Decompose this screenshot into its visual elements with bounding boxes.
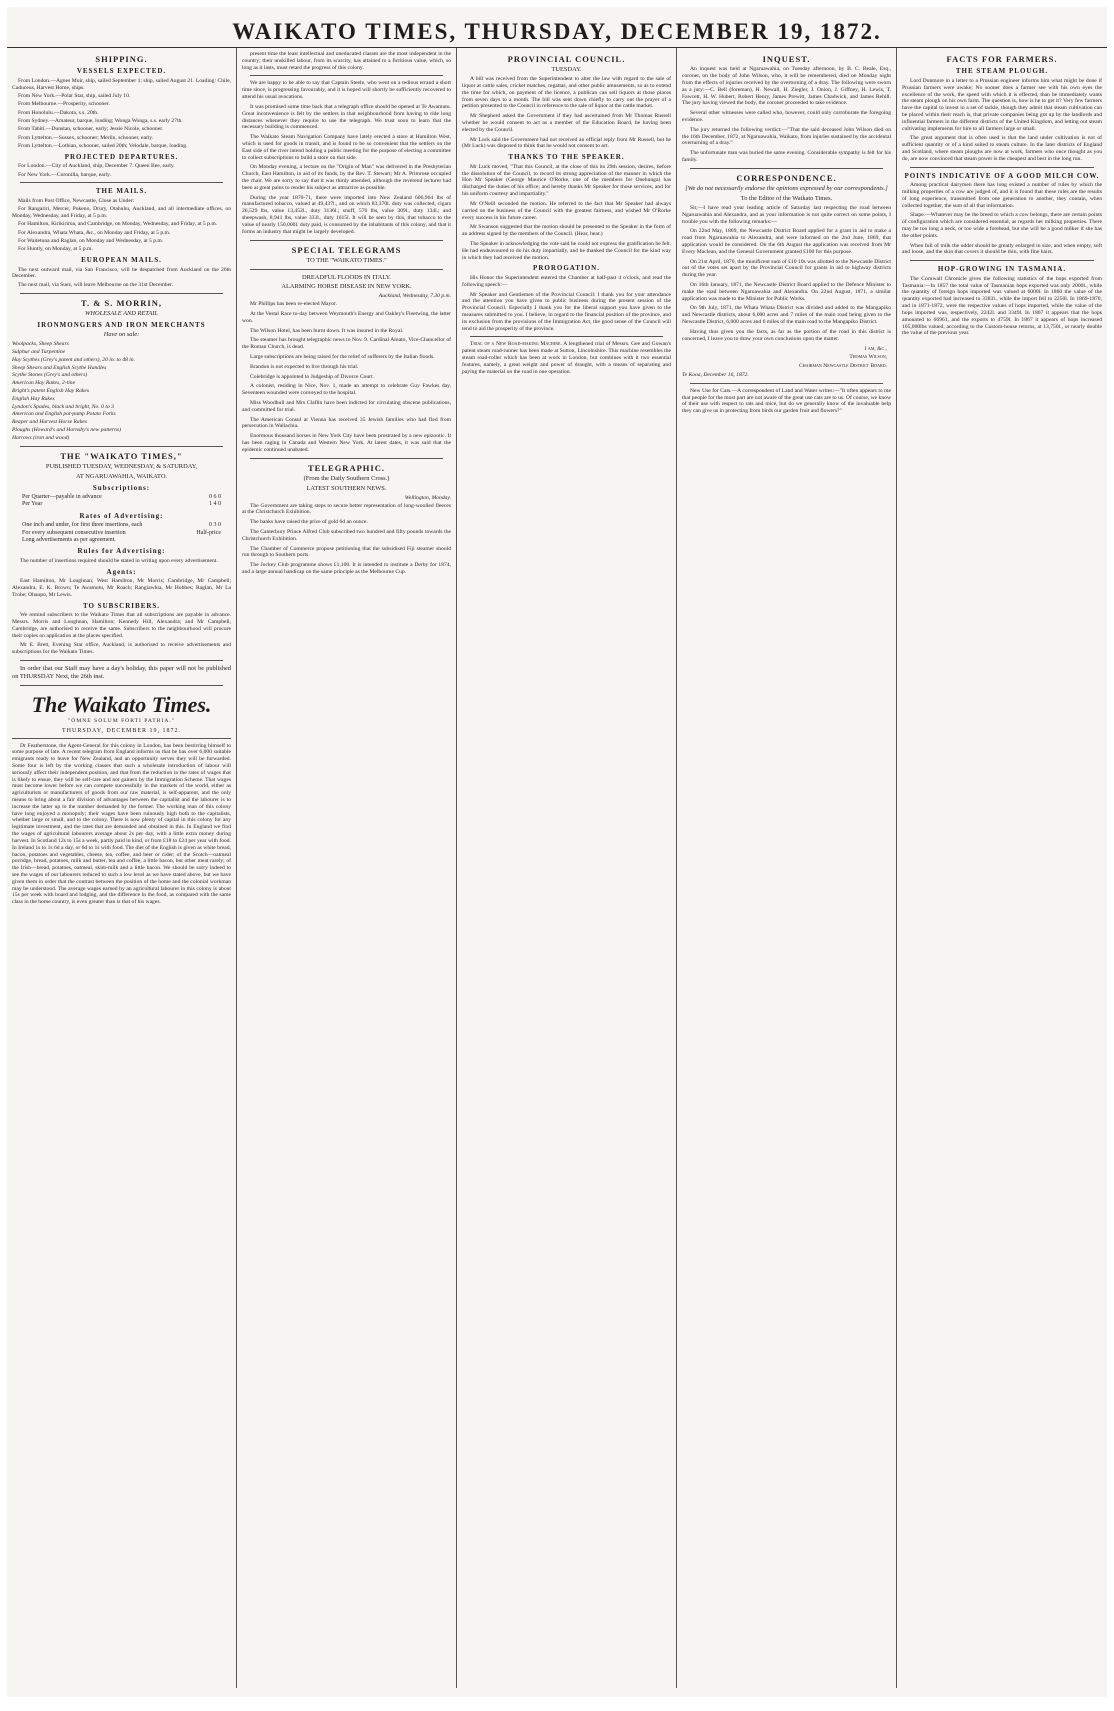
letter-paragraph: On 22nd May, 1869, the Newcastle District Board applied for a grant in aid to make a road from Ngaruawahia to Alexandra, and were informed on the 2nd June, 1869, that application would be considered. On the 6th August the application was received from Mr Every Maclean, and the General Government granted £100 for this purpose.	[682, 228, 891, 255]
vessel-item: From London.—Agnes Muir, ship, sailed September 1; ship, sailed August 21. Loading: Chile, Caduceus, Harvest Home, ships.	[12, 77, 231, 91]
price-label: Long advertisements as per agreement.	[22, 536, 116, 543]
telegraphic-item: The Jockey Club programme shows £1,100. It is intended to institute a Derby for 1874, and a large annual handicap on the same principle as the Melbourne Cup.	[242, 562, 451, 576]
morrin-lead: Have on sale:	[103, 331, 140, 339]
shipping-heading: SHIPPING.	[95, 54, 148, 64]
letter-paragraph: On 16th January, 1871, the Newcastle District Board applied to the Defence Minister to make the road between Ngaruawahia and Alexandra. On 22nd August, 1871, a similar application was made to the Minister for Public Works.	[682, 282, 891, 302]
paper-motto: "OMNE SOLUM FORTI PATRIA."	[67, 718, 176, 725]
divider	[250, 75, 443, 76]
telegraphic-item: The Canterbury Prince Alfred Club subscribed two hundred and fifty pounds towards the Christchurch Exhibition.	[242, 528, 451, 542]
steam-plough-heading: THE STEAM PLOUGH.	[955, 67, 1049, 76]
road-machine-heading: Trial of a New Road-making Machine.	[470, 341, 562, 348]
vessel-item: From Tahiti.—Dunstan, schooner, early; Jessie Nicole, schooner.	[18, 126, 164, 133]
divider	[20, 685, 223, 686]
morrin-item: Hay Scythes (Grey's patent and others), 20 in. to 48 in.	[12, 356, 135, 363]
column-5	[897, 48, 1107, 1688]
divider	[250, 269, 443, 270]
telegram-item: The steamer has brought telegraphic news to Nov. 9. Cardinal Amato, Vice-Chancellor of the Roman Church, is dead.	[242, 337, 451, 351]
divider	[20, 446, 223, 447]
council-day: TUESDAY.	[551, 66, 582, 74]
editorial-continuation: present time the least intellectual and uneducated classes are the most independent in the country; their unskilled labour, from its scarcity, has attained to a fictitious value, which, so long as it lasts, must retard the progress of this colony.	[242, 51, 451, 71]
departures-heading: PROJECTED DEPARTURES.	[64, 152, 179, 161]
editorial-dateline: THURSDAY, DECEMBER 19, 1872.	[12, 728, 231, 738]
letter-paragraph: Having thus given you the facts, as far as the portion of the road in this district is concerned, I leave you to draw your own conclusions upon the matter.	[682, 328, 891, 342]
divider	[20, 293, 223, 294]
special-telegrams-to: TO THE "WAIKATO TIMES."	[306, 256, 387, 264]
telegram-item: Colebridge is appointed to Judgeship of Divorce Court.	[250, 373, 374, 380]
facts-for-farmers-heading: FACTS FOR FARMERS.	[946, 54, 1058, 64]
morrin-heading: T. & S. MORRIN,	[81, 297, 162, 308]
price-row	[12, 530, 231, 537]
morrin-item: Scythe Stones (Grey's and others)	[12, 372, 88, 379]
masthead-title: WAIKATO TIMES, THURSDAY, DECEMBER 19, 1872.	[232, 19, 882, 44]
road-machine-paragraph	[462, 341, 671, 375]
mail-item: Mails from Post Office, Newcastle, Close as Under:	[18, 197, 135, 204]
telegraphic-item: The Government are taking steps to secure better representation of long-woolled fleeces at the Christchurch Exhibition.	[242, 502, 451, 516]
subscriptions-heading: Subscriptions:	[92, 483, 151, 492]
news-paragraph: It was promised some time back that a telegraph office should be opened at Te Awamutu. Great inconvenience is felt by the settlers in that neighbourhood from having to ride long distances whenever they require to use the telegraph. We trust soon to learn that the necessary building is commenced.	[242, 103, 451, 131]
telegram-item: Enormous thousand horses in New York City have been prostrated by a new epizootic. It has been raging in Canada and Western New York. At latest dates, it was said that the epidemic continued unabated.	[242, 433, 451, 453]
telegraphic-subhead: LATEST SOUTHERN NEWS.	[306, 484, 387, 492]
morrin-item: Reaper and Harvest Horse Rakes	[12, 419, 87, 426]
column-2	[237, 48, 457, 1688]
farm-paragraph: Lord Dunmore in a letter to a Prussian engineer informs him what might be done if Prussian farmers were awake; No sooner does a farmer see with his own eyes the excellence of the work, the speed with which it is effected, than he immediately wants the steam plough on his own farm. The question is, how is he to get it? Very few farmers have the capital to invest in a set of tackle, though they admit that steam cultivation can be placed within their reach is, that private companies being got up by the landlords and influential farmers in the different districts of the United Kingdom, and letting out steam cultivating implements for hire to all farmers large or small.	[902, 77, 1102, 132]
inquest-heading: INQUEST.	[762, 54, 811, 64]
agents-text: East Hamilton, Mr Loughnan; West Hamilton, Mr Morris; Cambridge, Mr Campbell; Alexandra, E. K. Brown; Te Awamutu, Mr Roach; Rangiawhia, Mr Hobbes; Raglan, Mr La Trobe; Ohaupo, Mr Lewis.	[12, 578, 231, 598]
agents-heading: Agents:	[106, 567, 137, 576]
morrin-item: Woolpacks, Sheep Shears	[12, 341, 69, 348]
mail-item: For Hamilton, Kirikiriroa, and Cambridge, on Monday, Wednesday, and Friday, at 5 p.m.	[18, 221, 218, 228]
morrin-item: American and English pot-pump Potato Forks	[12, 411, 116, 418]
times-terms	[12, 451, 231, 656]
provincial-council-heading: PROVINCIAL COUNCIL.	[507, 54, 626, 64]
rules-heading: Rules for Advertising:	[77, 547, 166, 556]
farm-paragraph: Shape.—Whatever may be the breed to which a cow belongs, there are certain points of configuration which are considered essential, as regards her milking properties. There may be too long a neck, or too wide a forehead, but she will be a good milker if she has the other points.	[902, 212, 1102, 239]
news-paragraph: During the year 1870-71, there were imported into New Zealand 606,964 lbs of manufactured tobacco, valued at 49,437l., and on which 83,370l. duty was collected; cigars 26,529 lbs, value 13,452l., duty 3136l.; snuff, 576 lbs, value 309l., duty 134l.; and sheepwash, 8,941 lbs, value 333l., duty 1615l. It will be seen by this, that tobacco to the value of nearly 150,000l. duty paid, is consumed by the inhabitants of this colony, and that it forms an industry that might be largely developed.	[242, 194, 451, 235]
morrin-item: Bright's patent English Hay Rakes	[12, 387, 90, 394]
mail-item: For Waitetuna and Raglan, on Monday and Wednesday, at 5 p.m.	[18, 237, 164, 244]
vessel-item: From Lyttelton.—Sussex, schooner; Merlin, schooner, early.	[18, 134, 154, 141]
subscribers-text: We remind subscribers to the Waikato Times that all subscriptions are payable in advance. Messrs. Morris and Loughnan, Hamilton; Kennedy Hill, Alexandra; and Mr Campbell, Cambridge, are authorised to receive the same. Subscribers to the neighbourhood will procure their copies on application at the places specified.	[12, 612, 231, 639]
vessel-item: From Sydney.—Amateur, barque, loading; Wonga Wonga, s.s. early 27th.	[18, 117, 183, 124]
telegram-item: The American Consul at Vienna has received 35 Jewish families who had fled from persecution in Wallachia.	[242, 416, 451, 430]
vessel-item: From Honolulu.—Dakota, s.s. 20th.	[18, 109, 99, 116]
news-paragraph: The Waikato Steam Navigation Company have lately erected a store at Hamilton West, which is used for goods in transit, and is found to be so convenient that the settlers on the East side of the river intend holding a public meeting for the purpose of electing a committee to collect subscriptions to build a store on that side.	[242, 134, 451, 161]
road-machine-text: A lengthened trial of Messrs. Gee and Gowan's patent steam road-runner has been made at Sutton, Lincolnshire. This machine resembles the steam road-roller which has been at work in London, but combines with it two essential features, namely, a great weight and power of draught, with a means of separating and paying the material on the road in one operation.	[462, 341, 672, 375]
price-label: Per Quarter—payable in advance	[22, 494, 102, 501]
letter-paragraph: On 21st April, 1870, the munificent sum of £10 10s was allotted to the Newcastle District out of the votes set apart by the Provincial Council for grants in aid to highway districts during the year.	[682, 258, 891, 279]
vessel-item: From Melbourne.—Prosperity, schooner.	[18, 101, 110, 108]
telegram-item: The Wilson Hotel, has been burnt down. It was insured in the Royal.	[250, 327, 404, 334]
correspondence-note: [We do not necessarily endorse the opinions expressed by our correspondents.]	[685, 185, 888, 193]
letter-signature: Chairman Newcastle District Board.	[798, 363, 887, 370]
morrin-item: Sheep Shears and English Scythe Handles	[12, 364, 107, 371]
vessels-list	[12, 78, 231, 150]
news-paragraph: We are happy to be able to say that Captain Steele, who went on a tedious errand a short time since, is progressing favourably, and it is hoped will shortly be sufficiently recovered to attend his usual avocations.	[242, 80, 451, 101]
morrin-item: Ploughs (Howard's and Hornsby's new patterns)	[12, 427, 121, 433]
times-heading: THE "WAIKATO TIMES,"	[60, 450, 183, 461]
divider	[250, 240, 443, 241]
paper-title: The Waikato Times.	[31, 691, 212, 717]
telegram-item: Large subscriptions are being raised for the relief of sufferers by the Italian floods.	[250, 353, 435, 360]
farm-paragraph: The great argument that is often used is that the land under cultivation is not of sufficient quantity or of a kind suited to steam culture. In the later districts of England and Scotland, where steam ploughs are now at work, farmers who once thought as you do, are now convinced that steam power is the cheapest and best in the long run.	[902, 135, 1102, 162]
letter-paragraph: Sir,—I have read your leading article of Saturday last respecting the road between Ngaruawahia and Alexandra, and as your information is not quite correct on some points, I trouble you with the following remarks:—	[682, 204, 891, 225]
morrin-advert	[12, 298, 231, 442]
telegram-subhead: DREADFUL FLOODS IN ITALY.	[301, 273, 392, 281]
mail-item: The next mail, via Suez, will leave Melbourne on the 31st December.	[18, 281, 174, 288]
telegram-item: Brandon is not expected to live through his trial.	[250, 363, 359, 370]
morrin-item: Sulphur and Turpentine	[12, 348, 66, 355]
letter-signature: Thomas Wilson,	[849, 354, 887, 361]
telegram-item: At the Vestal Race to-day between Weymouth's Energy and Oakley's Fleetwing, the latter won.	[242, 310, 451, 324]
telegram-item: A colonist, residing in Nice, Nov. 1, made an attempt to celebrate Guy Fawkes day. Seventeen wounded were conveyed to the hospital.	[242, 383, 451, 397]
inquest-paragraph: The unfortunate man was buried the same evening. Considerable sympathy is felt for his family.	[682, 150, 891, 164]
farm-paragraph: When full of milk the udder should be greatly enlarged in size, and when empty, soft and loose, and the skin that covers it should be thin, with fine hairs.	[902, 242, 1102, 256]
divider	[690, 168, 883, 169]
morrin-trade: IRONMONGERS AND IRON MERCHANTS	[37, 320, 206, 329]
price-label: One inch and under, for first three insertions, each	[22, 522, 143, 529]
divider	[470, 336, 663, 337]
letter-signature: I am, &c.,	[864, 345, 887, 352]
telegram-dateline: Auckland, Wednesday, 7.30 p.m.	[378, 293, 451, 300]
morrin-subheading: WHOLESALE AND RETAIL	[85, 309, 158, 317]
telegraphic-heading: TELEGRAPHIC.	[308, 462, 385, 473]
column-4	[677, 48, 897, 1688]
column-1	[7, 48, 237, 1688]
prorogation-heading: PROROGATION.	[533, 264, 600, 273]
special-telegrams-heading: SPECIAL TELEGRAMS	[291, 244, 402, 255]
subscribers-text: Mr E. Brett, Evening Star office, Auckland, is authorised to receive advertisements and subscriptions for the Waikato Times.	[12, 642, 231, 656]
divider	[20, 182, 223, 183]
correspondence-addressee: To the Editor of the Waikato Times.	[740, 195, 833, 203]
price-value: 0 3 0	[209, 522, 221, 529]
council-paragraph: The Speaker in acknowledging the vote said he could not express the gratification he felt. He had endeavoured to do his duty impartially, and he thanked the Council for the kind way in which they had received the motion.	[462, 240, 671, 261]
holiday-notice: In order that our Staff may have a day's holiday, this paper will not be published on THURSDAY Next, the 26th inst.	[12, 664, 231, 680]
telegram-item: Miss Woodhull and Mrs Claflin have been indicted for circulating obscene publications, and committed for trial.	[242, 400, 451, 413]
divider	[20, 660, 223, 661]
cats-paragraph: New Use for Cats.—A correspondent of Land and Water writes:—"It often appears to me that people for the most part are not aware of the great use cats are to us. Of course, we know of their use with respect to rats and mice, but do we generally know of the invaluable help they can give us in protecting from birds our garden fruit and flowers?"	[682, 387, 891, 415]
council-paragraph: Mr Luck moved, "That this Council, at the close of this its 29th session, desires, before the dissolution of the Council, to record its strong appreciation of the manner in which the Hon Mr Speaker (George Maurice O'Rorke, one of the members for Onehunga) has discharged the duties of his office; and hereby thanks Mr Speaker for those services, and for his uniform courtesy and impartiality."	[462, 163, 671, 198]
morrin-item: English Hay Rakes	[12, 395, 55, 402]
editorial-text: Dr Featherstone, the Agent-General for this colony in London, has been bestirring himself to some purpose of late. A recent telegram from England informs us that he has over 6,000 suitable emigrants ready to leave for New Zealand, and an opportunity serves they will be forwarded. Some four is left by the working classes that such a wholesale introduction of labour will seriously affect their independent position, and that from the reduction in the rates of wages that is likely to ensue, they will be self-rare and not gainers by the Immigration Scheme. That wages must become lower before we can compete successfully in the markets of the world, either as agriculturists or manufacturers of goods from our raw material, is self-apparent, and the only means to bring about a fair division of advantages between the capitalist and the labourer is to increase the latter up to the number demanded by the former. The working man of this colony have long enjoyed a monopoly; their wages have been ruinously high both to the capitalists, whether large or small, and to the colony. There is now plenty of capital in this colony for any legitimate investment, and the rates that are demanded and obtained in this. In England we find the wages of agricultural labourers average about 2s per day, with a little extra money during harvest. In Scotland 12s to 15s a week, partly paid in kind, or from £18 to £24 per year with food. In Ireland 1s to 1s 6d a day, or 6d to 1s with food. The diet of the English is given as white bread, bacon, potatoes and vegetables, cheese, tea, coffee, and beer or cider; of the Scotch—oatmeal porridge, bread, potatoes, milk and butter, tea and coffee, a little bacon, but other meat rarely; of the Irish—bread, potatoes, oatmeal, skim-milk and a little bacon. We should be sorry indeed to see the wages of our labourers reduced to such a low level as we have stated above, but we have given them in order that the contrast between the position of the home and the colonial workman may be understood. The average wages earned by an agricultural labourer in this colony is about 15s per week with board and lodging, and the difference in the food, as compared with the same class in the home country, is even greater than is that of his wages.	[12, 742, 231, 906]
farm-paragraph: The Cornwall Chronicle gives the following statistics of the hops exported from Tasmania:—In 1857 the total value of Tasmanian hops exported was only 2000l., while the quantity of foreign hops imported was valued at 6000l. In 1860 the value of the quantity exported had increased to 3383l., while the import fell to 2250l. In 1869-1870, and in 1871-1872, were the respective values of hops imported, while the value of the hops imported was, respectively, 2242l. and 3349l. In 1867 it appears that the hops amounted to 66961, and the exports to 4759l. In 1867 it appears of hops increased 105,000lbs valued, according to the Custom-house returns, at 13,750l., or nearly double the value of the previous year.	[902, 275, 1102, 337]
divider	[910, 167, 1094, 168]
subscribers-heading: TO SUBSCRIBERS.	[82, 601, 161, 610]
council-paragraph: A bill was received from the Superintendent to alter the law with regard to the sale of liquor at cattle sales, cricket matches, regattas, and other public amusements, so as to extend the time for which, on payment of the licence, a publican can sell liquors at those places from seven days to a month. The bill was sent down chiefly to carry out the prayer of a petition presented to the Council in reference to the sale of liquor at the cattle market.	[462, 76, 671, 110]
departure-item: For London.—City of Auckland, ship, December 7. Queen Bee, early.	[18, 163, 175, 170]
inquest-paragraph: The jury returned the following verdict:—"That the said deceased John Wilson died on the 16th December, 1872, at Ngaruawahia, Waikato, from injuries sustained by the accidental overturning of a dray."	[682, 126, 891, 147]
mail-item: For Alexandra, Whata Whata, &c., on Monday and Friday, at 5 p.m.	[18, 229, 171, 236]
times-published: PUBLISHED TUESDAY, WEDNESDAY, & SATURDAY,	[45, 462, 198, 470]
european-mails-heading: EUROPEAN MAILS.	[81, 256, 162, 265]
price-row	[12, 501, 231, 508]
departure-item: For New York.—Coronilla, barque, early.	[18, 171, 112, 178]
letter-paragraph: On 9th July, 1871, the Whata Whata District was divided and added to the Mangapiko and Newcastle districts, about 6,000 acres and 7 miles of the main road being given to the Newcastle District, 6,000 acres and 6 miles of the main road to the Mangapiko District.	[682, 305, 891, 326]
vessel-item: From Lyttelton.—Lothian, schooner, sailed 20th; Velodale, barque, loading.	[18, 142, 188, 149]
thanks-heading: THANKS TO THE SPEAKER.	[508, 153, 625, 162]
mail-item: For Huntly, on Monday, at 5 p.m.	[18, 246, 93, 253]
price-row	[12, 537, 231, 544]
hop-growing-heading: HOP-GROWING IN TASMANIA.	[937, 265, 1067, 274]
council-paragraph: Mr Speaker and Gentlemen of the Provincial Council: I thank you for your attendance and the attention you have given to public business during the present session of the Provincial Council. Especially I thank you for the liberal support you have given to the measures submitted to you. I believe, in regard to the financial position of the province, and its exclusion from the provisions of the Immigration Act, the good sense of the Council will tend to aid the prosperity of the province.	[462, 291, 671, 332]
column-3	[457, 48, 677, 1688]
columns	[7, 48, 1107, 1688]
telegraphic-item: The Chamber of Commerce propose petitioning that the subsidised Fiji steamer should run through to Southern ports.	[242, 545, 451, 559]
morrin-item: Harrows (iron and wood)	[12, 434, 70, 441]
council-paragraph: Mr Luck said the Government had not received an official reply from Mr Russell, but he (Mr Luck) was disposed to think that he would not consent to act.	[462, 136, 671, 150]
news-paragraph: On Monday evening, a lecture on the "Origin of Man" was delivered in the Presbyterian Church, East Hamilton, in aid of its funds, by the Rev. T. Stewart; Mr A. Primrose occupied the chair. We are sorry to say that it was thinly attended, although the reverend lecturer had been at great pains to render his subject as attractive as possible.	[242, 164, 451, 191]
mail-item: For Rangariri, Mercer, Pokeno, Drury, Otahuhu, Auckland, and all intermediate offices, on Monday, Wednesday, and Friday, at 5 p.m.	[12, 206, 231, 220]
mail-item: The next outward mail, via San Francisco, will be despatched from Auckland on the 26th December.	[12, 266, 231, 280]
farm-paragraph: Among practical dairymen there has long existed a number of rules by which the milking properties of a cow are judged of, and it is found that these rules are the results of long experience, transmitted from one generation to another, they contain, when collected together, the sum of all that information.	[902, 182, 1102, 209]
telegraphic-dateline: Wellington, Monday.	[404, 494, 451, 501]
price-label: Per Year	[22, 501, 43, 508]
divider	[910, 260, 1094, 261]
newspaper-page	[7, 7, 1107, 1697]
inquest-paragraph: Several other witnesses were called who, however, could only corroborate the foregoing evidence.	[682, 110, 891, 124]
times-place: AT NGARUAWAHIA, WAIKATO.	[75, 472, 168, 480]
price-label: For every subsequent consecutive insertion	[22, 529, 126, 536]
council-paragraph: His Honor the Superintendent entered the Chamber at half-past 4 o'clock, and read the following speech:—	[462, 274, 671, 288]
price-value: 1 4 0	[209, 501, 221, 508]
council-paragraph: Mr Swanson suggested that the motion should be presented to the Speaker in the form of an address signed by the members of the Council. (Hear, hear.)	[462, 224, 671, 238]
telegraphic-item: The banks have raised the price of gold 6d an ounce.	[250, 519, 368, 526]
price-value: Half-price	[196, 529, 221, 536]
telegram-item: Mr Phillips has been re-elected Mayor.	[250, 301, 337, 308]
masthead	[7, 7, 1107, 48]
rules-text: The number of insertions required should be stated in writing upon every advertisement.	[20, 557, 218, 564]
divider	[690, 383, 883, 384]
inquest-paragraph: An inquest was held at Ngaruawahia, on Tuesday afternoon, by B. C. Beale, Esq., coroner, on the body of John Wilson, who, it will be remembered, died on Monday night from the effects of injuries received by the overturning of a dray. The following were sworn as a jury:—C. Bell (foreman), H. Newall, H. Ziegler, J. Onion, J. Giffney, H. Lewis, T. Fawcett, H. W. Hubert, Robert Henry, James Prewitt, James Chadwick, and James Rehill. The jury having viewed the body, the coroner proceeded to take evidence.	[682, 66, 891, 107]
council-paragraph: Mr Shepherd asked the Government if they had ascertained from Mr Thomas Russell whether he would consent to act as a member of the Education Board, he having been elected by the Council.	[462, 113, 671, 133]
morrin-item: Lyndon's Spades, black and bright, No. 0 to 3	[12, 403, 114, 410]
vessels-heading: VESSELS EXPECTED.	[76, 67, 167, 76]
telegram-subhead: ALARMING HORSE DISEASE IN NEW YORK.	[281, 283, 412, 291]
price-row	[12, 522, 231, 529]
morrin-item: American Hay Rakes, 2-tine	[12, 380, 76, 387]
rates-heading: Rates of Advertising:	[79, 511, 164, 520]
letter-place-date: Te Kooa, December 16, 1872.	[682, 371, 749, 378]
price-value: 0 6 0	[209, 494, 221, 501]
council-paragraph: Mr O'Neill seconded the motion. He referred to the fact that Mr Speaker had always carried on the business of the Council with the greatest fairness, and wished Mr O'Rorke every success in his future career.	[462, 200, 671, 221]
telegraphic-source: (From the Daily Southern Cross.)	[303, 475, 390, 483]
mails-heading: THE MAILS.	[95, 187, 148, 196]
vessel-item: From New York.—Polar Star, ship, sailed July 10.	[18, 93, 131, 100]
milch-cow-heading: POINTS INDICATIVE OF A GOOD MILCH COW.	[904, 171, 1100, 180]
correspondence-heading: CORRESPONDENCE.	[736, 172, 837, 183]
divider	[250, 458, 443, 459]
price-row	[12, 494, 231, 501]
